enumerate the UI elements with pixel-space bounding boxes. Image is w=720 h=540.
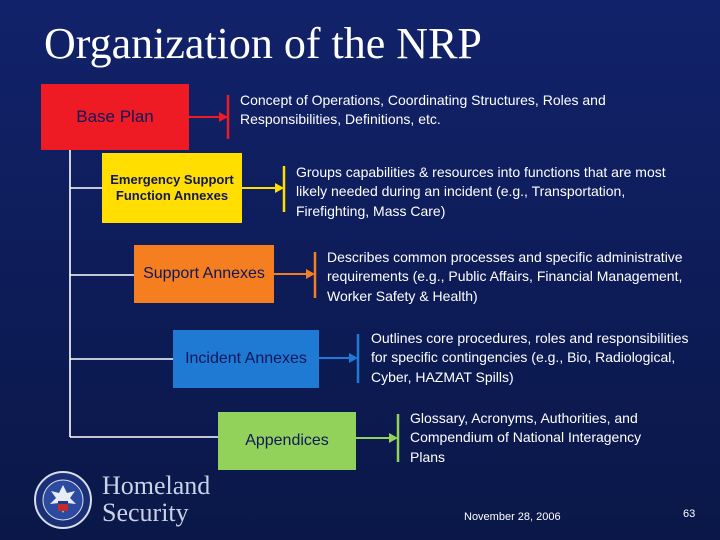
desc-appendices: Glossary, Acronyms, Authorities, and Compendium of National Interagency Plans (410, 410, 642, 465)
box-incident-annexes-label: Incident Annexes (185, 350, 307, 367)
box-appendices (218, 412, 356, 470)
box-support-annexes (134, 245, 274, 303)
box-base-plan-label: Base Plan (76, 107, 154, 126)
box-support-annexes-label: Support Annexes (143, 265, 265, 282)
slide-title: Organization of the NRP (44, 19, 482, 68)
arrow-right-icon (389, 433, 398, 443)
logo-line-2: Security (102, 498, 189, 527)
arrow-right-icon (275, 183, 284, 193)
arrow-right-icon (219, 112, 228, 122)
box-esf-annexes-label: Emergency Support Function Annexes (110, 171, 234, 203)
arrow-right-icon (306, 269, 315, 279)
dhs-seal-icon (34, 471, 92, 529)
desc-base-plan: Concept of Operations, Coordinating Structures, Roles and Responsibilities, Definitions, etc. (240, 92, 606, 128)
homeland-security-logo (102, 472, 210, 526)
logo-line-1: Homeland (102, 471, 211, 500)
box-base-plan (41, 84, 189, 150)
box-esf-annexes (102, 153, 242, 223)
arrow-right-icon (349, 353, 358, 363)
desc-support-annexes: Describes common processes and specific administrative requirements (e.g., Public Affairs, Financial Management, Worker Safety & Health) (327, 249, 683, 304)
box-appendices-label: Appendices (245, 432, 329, 449)
footer-date: November 28, 2006 (464, 511, 561, 523)
desc-incident-annexes: Outlines core procedures, roles and responsibilities for specific contingencies (e.g., Bio, Radiological, Cyber, HAZMAT Spills) (371, 330, 689, 385)
page-number: 63 (683, 508, 696, 520)
box-incident-annexes (173, 330, 319, 388)
desc-esf-annexes: Groups capabilities & resources into functions that are most likely needed during an incident (e.g., Transportation, Firefighting, Mass Care) (296, 164, 666, 219)
